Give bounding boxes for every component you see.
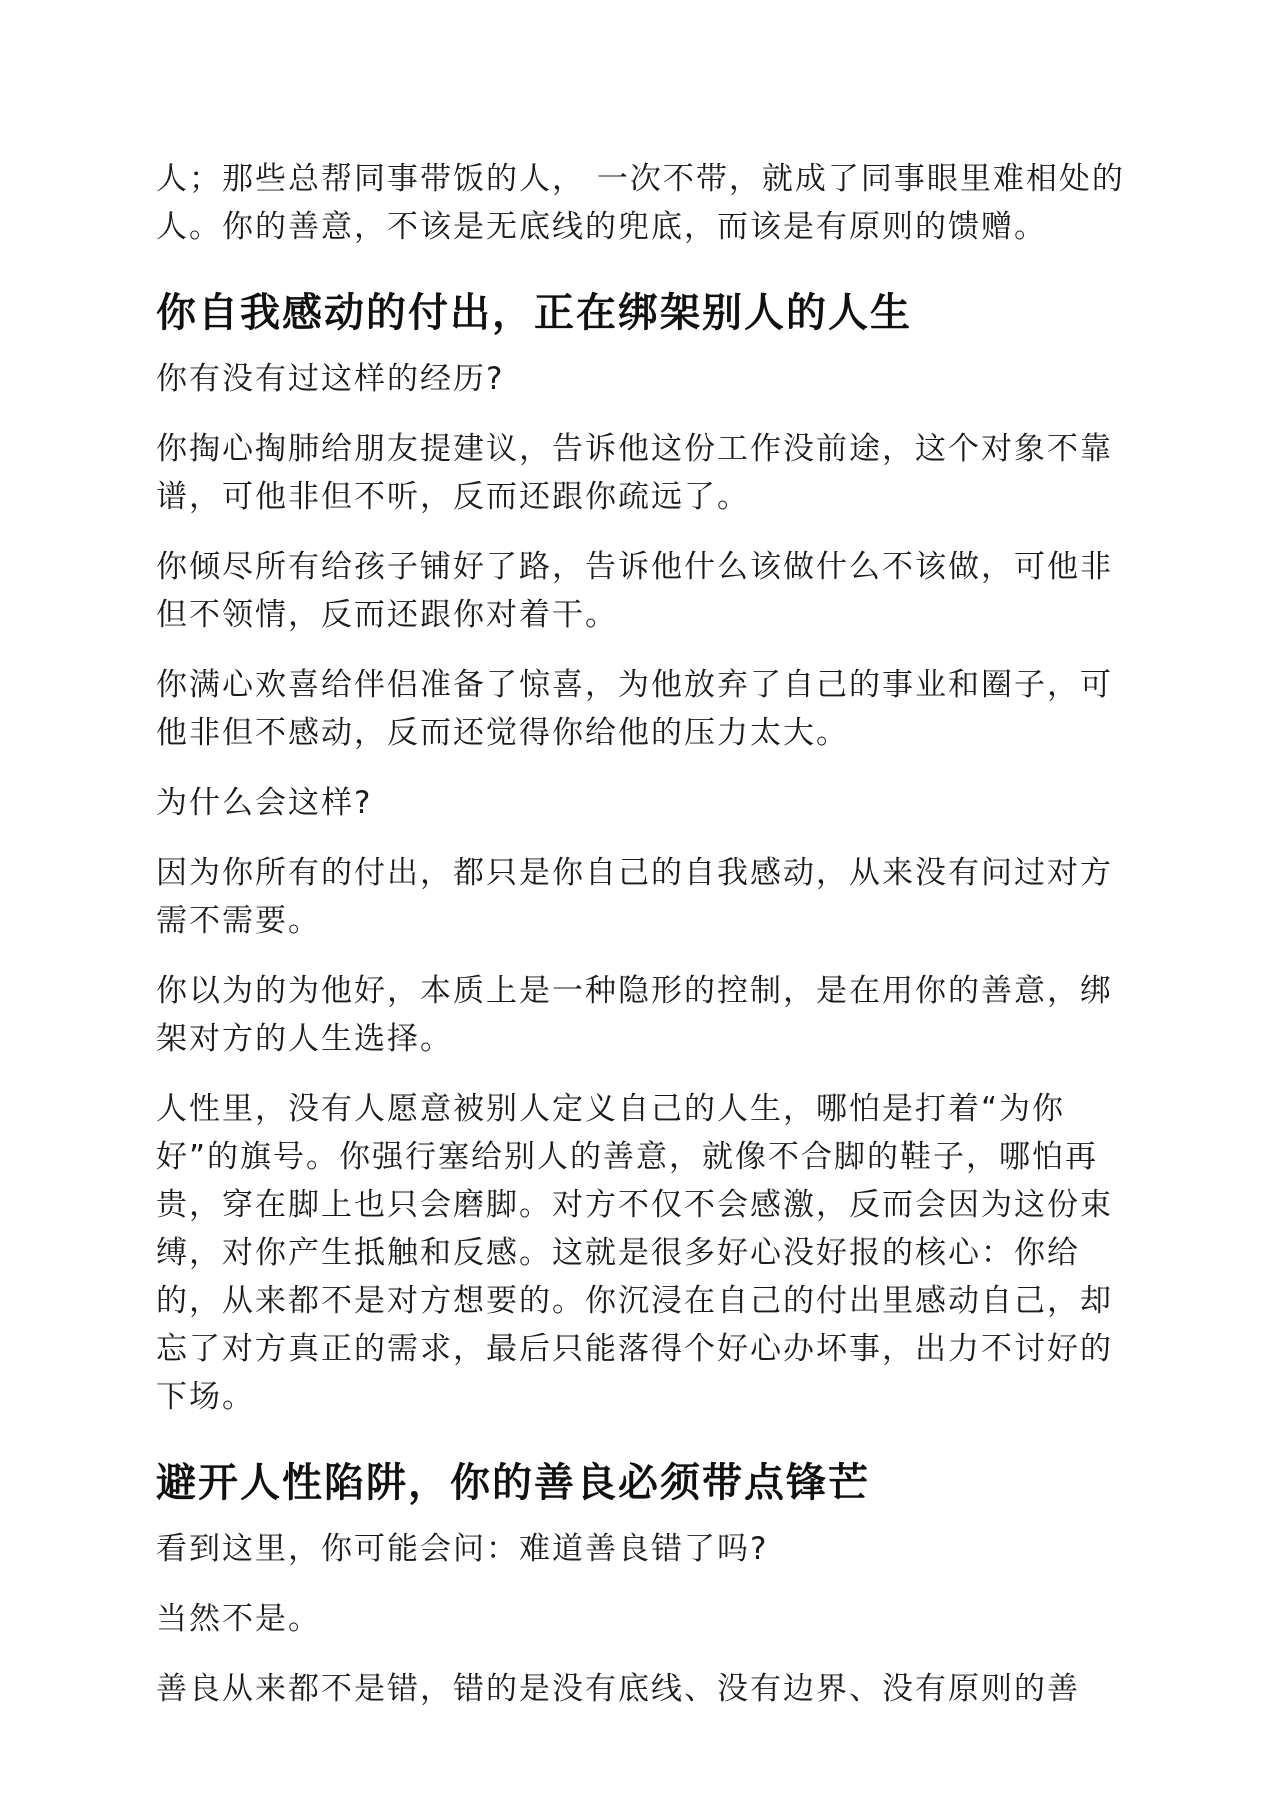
article-body	[156, 155, 1126, 1713]
paragraph: 当然不是。	[156, 1601, 321, 1637]
intro-paragraph: 人；那些总帮同事带饭的人， 一次不带，就成了同事眼里难相处的人。你的善意，不该是无底线的兜底，而该是有原则的馈赠。	[156, 161, 1125, 245]
paragraph: 看到这里，你可能会问：难道善良错了吗?	[156, 1531, 769, 1567]
paragraph: 为什么会这样?	[156, 785, 373, 821]
paragraph: 你以为的为他好，本质上是一种隐形的控制，是在用你的善意，绑架对方的人生选择。	[156, 973, 1113, 1057]
section-heading-1: 你自我感动的付出，正在绑架别人的人生	[156, 290, 912, 336]
paragraph: 你满心欢喜给伴侣准备了惊喜，为他放弃了自己的事业和圈子，可他非但不感动，反而还觉得你给他的压力太大。	[156, 667, 1113, 751]
paragraph: 因为你所有的付出，都只是你自己的自我感动，从来没有问过对方需不需要。	[156, 855, 1113, 939]
section-heading-2: 避开人性陷阱，你的善良必须带点锋芒	[156, 1460, 870, 1506]
paragraph: 善良从来都不是错，错的是没有底线、没有边界、没有原则的善	[156, 1671, 1080, 1707]
paragraph: 人性里，没有人愿意被别人定义自己的人生，哪怕是打着“为你好”的旗号。你强行塞给别人的善意，就像不合脚的鞋子，哪怕再贵，穿在脚上也只会磨脚。对方不仅不会感激，反而会因为这份束缚，对你产生抵触和反感。这就是很多好心没好报的核心：你给的，从来都不是对方想要的。你沉浸在自己的付出里感动自己，却忘了对方真正的需求，最后只能落得个好心办坏事，出力不讨好的下场。	[156, 1091, 1113, 1415]
paragraph: 你有没有过这样的经历?	[156, 361, 505, 397]
paragraph: 你掏心掏肺给朋友提建议，告诉他这份工作没前途，这个对象不靠谱，可他非但不听，反而还跟你疏远了。	[156, 431, 1113, 515]
paragraph: 你倾尽所有给孩子铺好了路，告诉他什么该做什么不该做，可他非但不领情，反而还跟你对着干。	[156, 549, 1113, 633]
